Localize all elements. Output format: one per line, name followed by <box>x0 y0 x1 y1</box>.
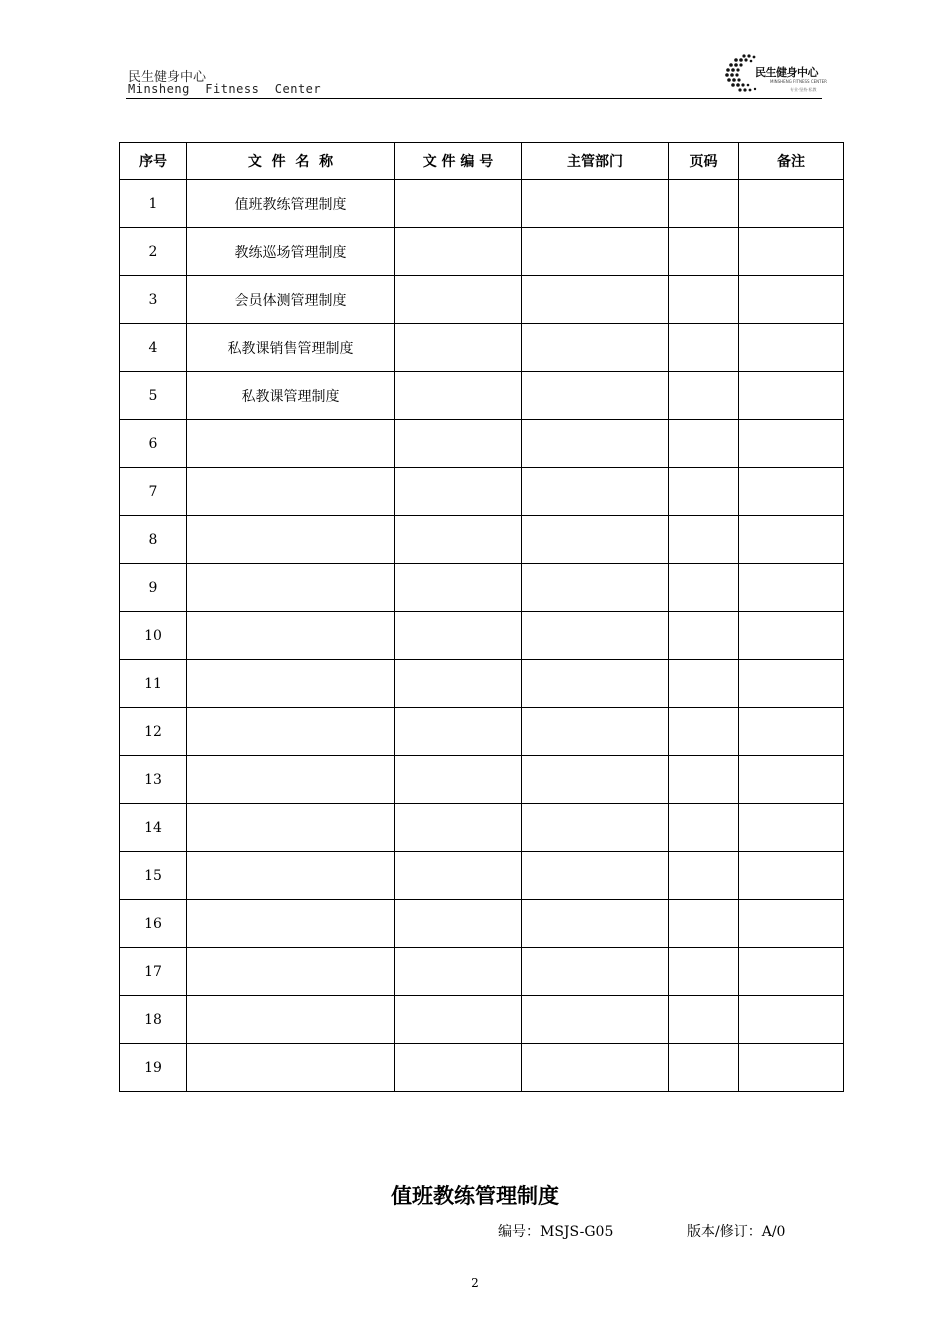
cell-page <box>669 756 739 804</box>
cell-no: 14 <box>120 804 187 852</box>
document-index-table <box>119 142 844 1092</box>
cell-name <box>187 1044 395 1092</box>
cell-page <box>669 228 739 276</box>
cell-note <box>739 180 844 228</box>
cell-no: 7 <box>120 468 187 516</box>
cell-name <box>187 660 395 708</box>
cell-no: 3 <box>120 276 187 324</box>
cell-dept <box>522 948 669 996</box>
cell-note <box>739 468 844 516</box>
page-number: 2 <box>471 1276 479 1290</box>
cell-no: 11 <box>120 660 187 708</box>
cell-dept <box>522 1044 669 1092</box>
table-row <box>120 372 844 420</box>
cell-note <box>739 900 844 948</box>
table-row <box>120 324 844 372</box>
cell-dept <box>522 468 669 516</box>
cell-code <box>395 804 522 852</box>
cell-page <box>669 900 739 948</box>
header-cell-note: 备注 <box>739 143 844 180</box>
document-version: 版本/修订：A/0 <box>687 1224 786 1240</box>
table-header-row <box>120 143 844 180</box>
cell-dept <box>522 228 669 276</box>
header-cell-dept: 主管部门 <box>522 143 669 180</box>
cell-dept <box>522 756 669 804</box>
cell-note <box>739 804 844 852</box>
cell-name <box>187 516 395 564</box>
cell-note <box>739 516 844 564</box>
table-row <box>120 708 844 756</box>
cell-no: 9 <box>120 564 187 612</box>
table-row <box>120 996 844 1044</box>
table-row <box>120 516 844 564</box>
cell-note <box>739 708 844 756</box>
cell-dept <box>522 804 669 852</box>
logo-subtext: 专业·坚持·私教 <box>790 87 817 92</box>
cell-note <box>739 852 844 900</box>
cell-page <box>669 612 739 660</box>
table-row <box>120 1044 844 1092</box>
cell-no: 1 <box>120 180 187 228</box>
header-org-name-en: Minsheng Fitness Center <box>128 82 322 96</box>
cell-dept <box>522 324 669 372</box>
cell-no: 8 <box>120 516 187 564</box>
cell-name <box>187 612 395 660</box>
cell-dept <box>522 612 669 660</box>
cell-name: 私教课管理制度 <box>187 372 395 420</box>
header-cell-no: 序号 <box>120 143 187 180</box>
cell-dept <box>522 900 669 948</box>
document-title: 值班教练管理制度 <box>391 1184 559 1208</box>
cell-code <box>395 612 522 660</box>
cell-code <box>395 564 522 612</box>
cell-no: 2 <box>120 228 187 276</box>
logo-text-en: MINSHENG FITNESS CENTER <box>770 79 827 84</box>
cell-code <box>395 900 522 948</box>
cell-no: 6 <box>120 420 187 468</box>
cell-name <box>187 756 395 804</box>
cell-note <box>739 228 844 276</box>
cell-no: 16 <box>120 900 187 948</box>
cell-code <box>395 324 522 372</box>
cell-note <box>739 996 844 1044</box>
cell-no: 18 <box>120 996 187 1044</box>
cell-name <box>187 420 395 468</box>
cell-no: 10 <box>120 612 187 660</box>
cell-dept <box>522 180 669 228</box>
table-row <box>120 900 844 948</box>
cell-code <box>395 372 522 420</box>
cell-dept <box>522 276 669 324</box>
header-divider <box>126 98 822 99</box>
header-org-name-cn: 民生健身中心 <box>128 70 207 85</box>
brand-logo <box>718 46 830 98</box>
cell-dept <box>522 564 669 612</box>
cell-no: 5 <box>120 372 187 420</box>
cell-note <box>739 612 844 660</box>
table-row <box>120 948 844 996</box>
cell-page <box>669 708 739 756</box>
cell-page <box>669 324 739 372</box>
cell-no: 17 <box>120 948 187 996</box>
header-cell-code: 文 件 编 号 <box>395 143 522 180</box>
cell-no: 4 <box>120 324 187 372</box>
cell-name <box>187 948 395 996</box>
cell-page <box>669 468 739 516</box>
cell-code <box>395 420 522 468</box>
cell-page <box>669 660 739 708</box>
cell-code <box>395 516 522 564</box>
cell-code <box>395 996 522 1044</box>
cell-page <box>669 276 739 324</box>
cell-note <box>739 372 844 420</box>
cell-dept <box>522 996 669 1044</box>
cell-note <box>739 756 844 804</box>
cell-code <box>395 180 522 228</box>
cell-code <box>395 708 522 756</box>
table-row <box>120 276 844 324</box>
header-cell-name: 文 件 名 称 <box>187 143 395 180</box>
cell-note <box>739 276 844 324</box>
cell-name: 教练巡场管理制度 <box>187 228 395 276</box>
table-row <box>120 468 844 516</box>
cell-code <box>395 948 522 996</box>
cell-dept <box>522 372 669 420</box>
cell-page <box>669 996 739 1044</box>
cell-name: 私教课销售管理制度 <box>187 324 395 372</box>
table-row <box>120 804 844 852</box>
cell-note <box>739 1044 844 1092</box>
table-row <box>120 852 844 900</box>
header-cell-page: 页码 <box>669 143 739 180</box>
cell-name <box>187 468 395 516</box>
cell-note <box>739 420 844 468</box>
cell-note <box>739 948 844 996</box>
cell-dept <box>522 516 669 564</box>
table-row <box>120 228 844 276</box>
cell-code <box>395 468 522 516</box>
cell-name <box>187 900 395 948</box>
cell-page <box>669 180 739 228</box>
cell-code <box>395 852 522 900</box>
cell-no: 19 <box>120 1044 187 1092</box>
cell-no: 13 <box>120 756 187 804</box>
cell-name <box>187 564 395 612</box>
cell-code <box>395 276 522 324</box>
cell-name <box>187 996 395 1044</box>
cell-dept <box>522 660 669 708</box>
cell-code <box>395 660 522 708</box>
cell-note <box>739 324 844 372</box>
cell-note <box>739 564 844 612</box>
cell-code <box>395 756 522 804</box>
table-row <box>120 564 844 612</box>
table-row <box>120 612 844 660</box>
table-row <box>120 180 844 228</box>
cell-name <box>187 852 395 900</box>
cell-name: 值班教练管理制度 <box>187 180 395 228</box>
cell-dept <box>522 708 669 756</box>
cell-page <box>669 420 739 468</box>
cell-dept <box>522 852 669 900</box>
cell-dept <box>522 420 669 468</box>
cell-name <box>187 804 395 852</box>
cell-page <box>669 948 739 996</box>
table-row <box>120 756 844 804</box>
cell-name <box>187 708 395 756</box>
table-row <box>120 420 844 468</box>
cell-page <box>669 852 739 900</box>
document-code: 编号：MSJS-G05 <box>498 1224 614 1240</box>
cell-code <box>395 228 522 276</box>
cell-page <box>669 516 739 564</box>
logo-dot-mark-icon <box>718 46 758 98</box>
table-row <box>120 660 844 708</box>
cell-note <box>739 660 844 708</box>
cell-no: 15 <box>120 852 187 900</box>
cell-page <box>669 804 739 852</box>
cell-no: 12 <box>120 708 187 756</box>
cell-page <box>669 372 739 420</box>
cell-page <box>669 1044 739 1092</box>
cell-page <box>669 564 739 612</box>
logo-text-cn: 民生健身中心 <box>755 66 818 79</box>
cell-name: 会员体测管理制度 <box>187 276 395 324</box>
cell-code <box>395 1044 522 1092</box>
